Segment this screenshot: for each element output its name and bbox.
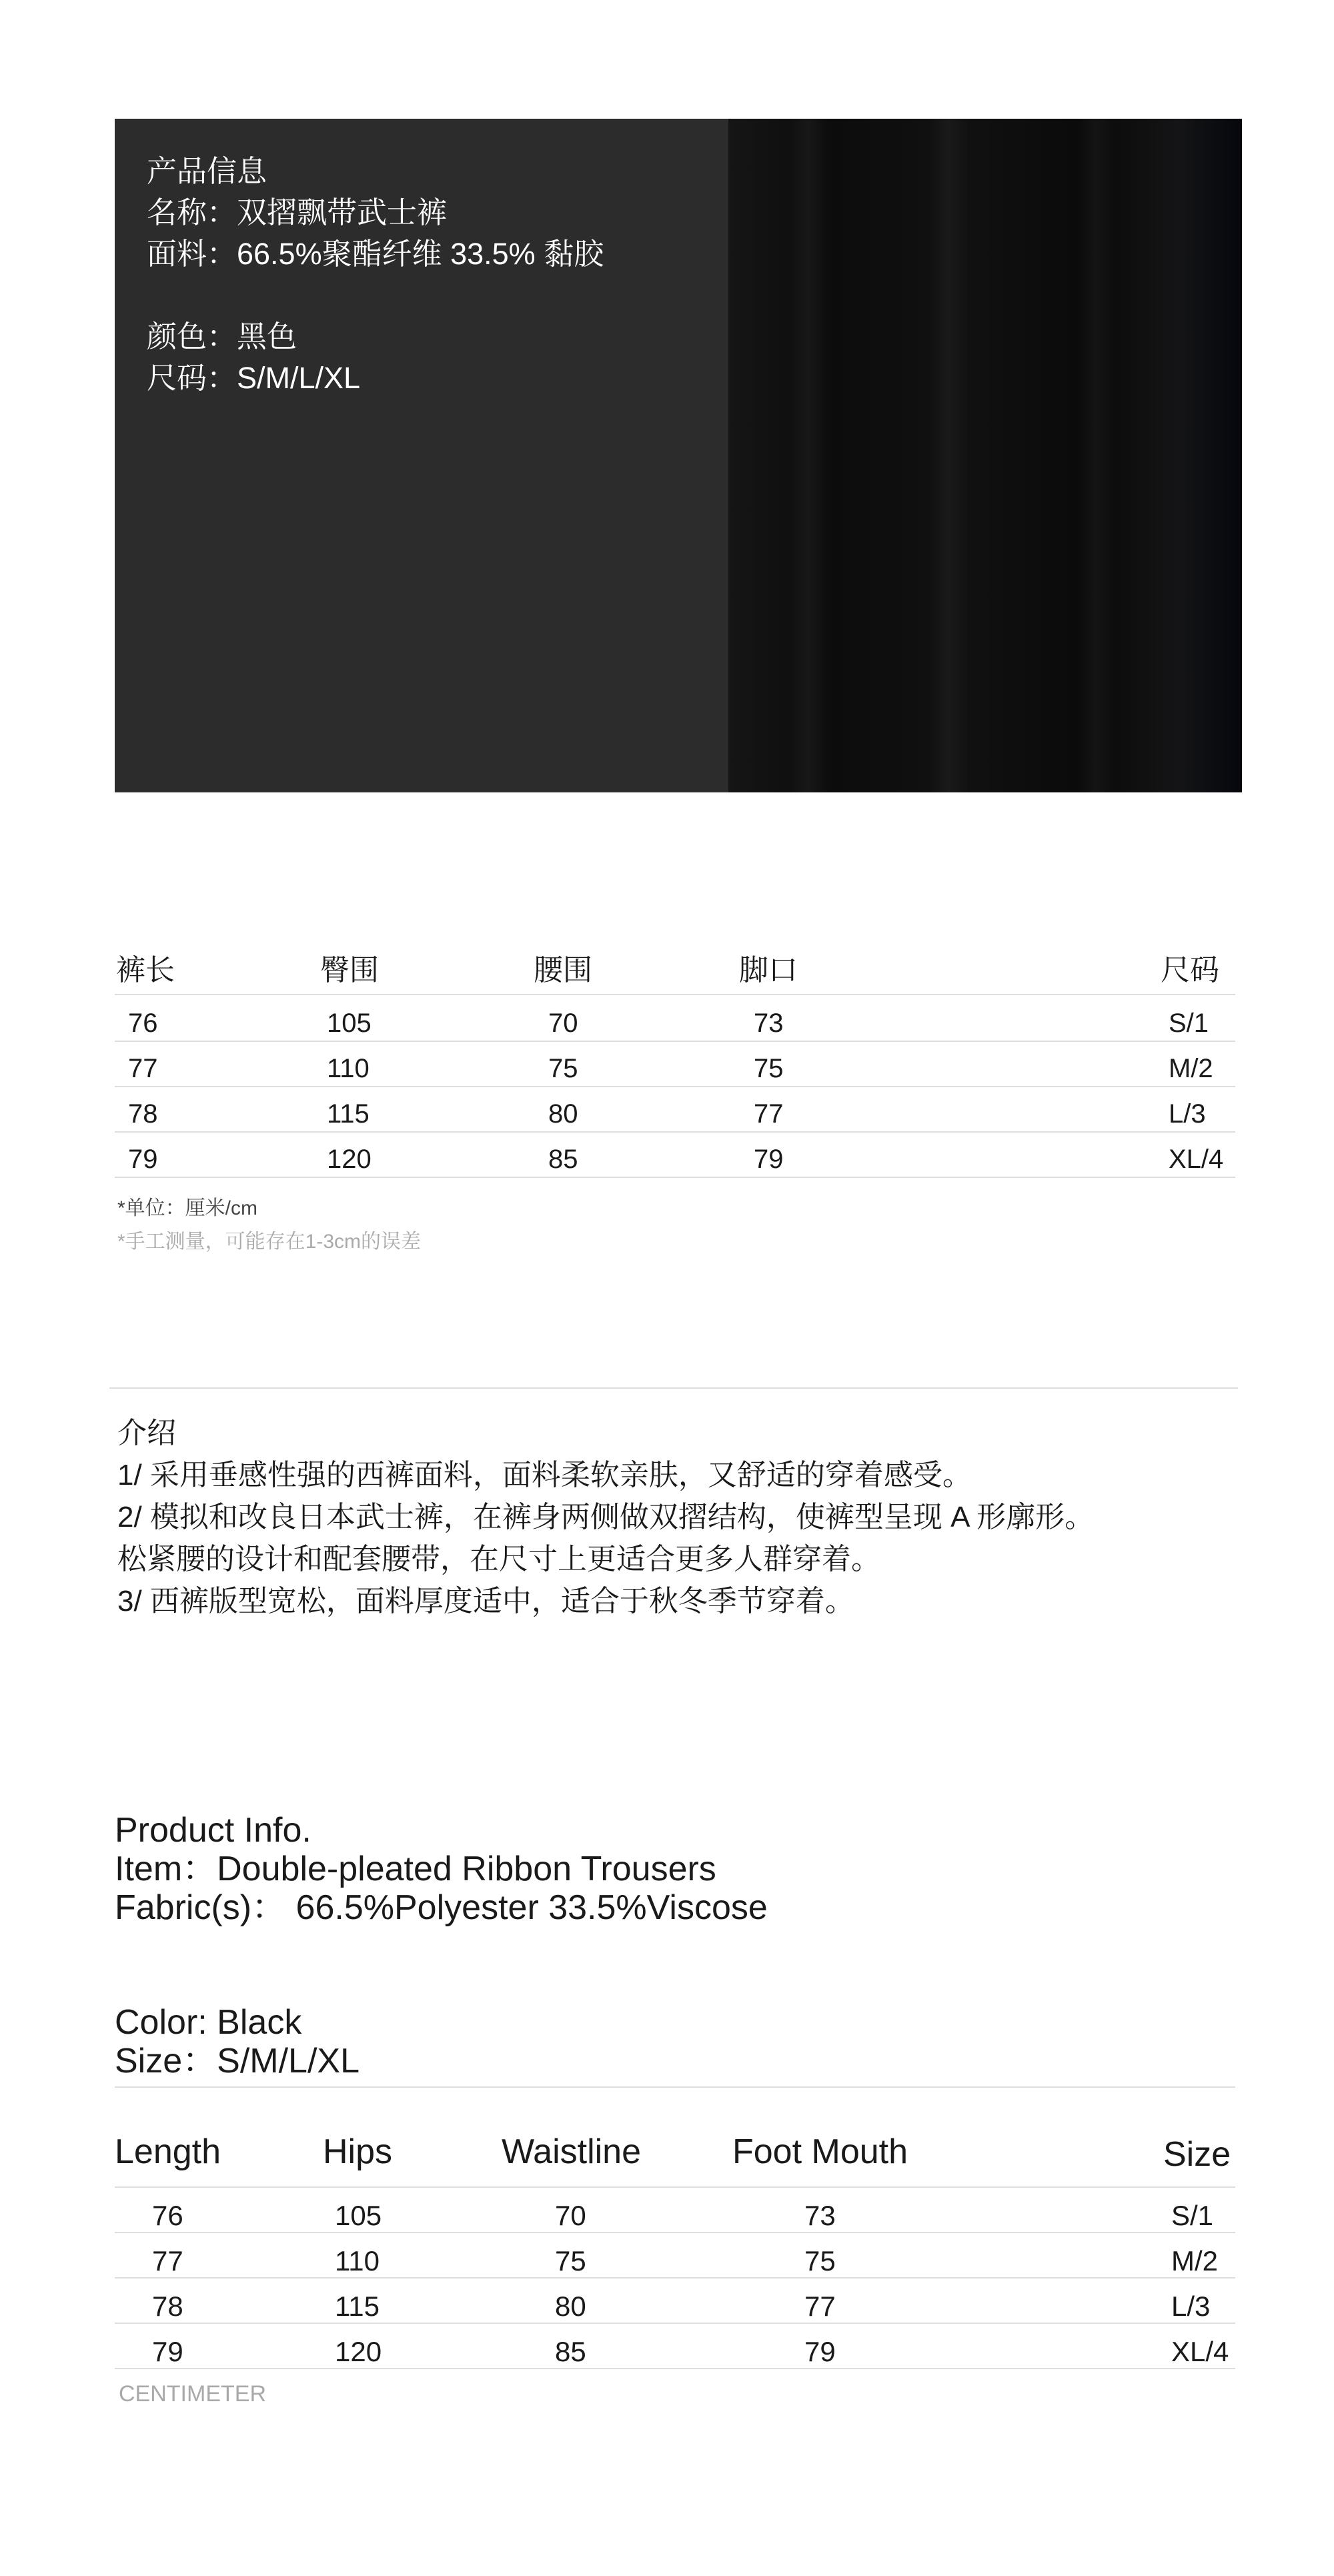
product-color: 颜色：黑色 (147, 319, 297, 354)
en-size: Size：S/M/L/XL (115, 2042, 360, 2080)
cell-foot-mouth: 79 (804, 2336, 836, 2367)
cell-foot-mouth: 77 (804, 2291, 836, 2322)
cell-length: 76 (128, 1009, 158, 1038)
cell-size: S/1 (1169, 1009, 1209, 1038)
row-divider (115, 2323, 1235, 2324)
intro-heading: 介绍 (117, 1417, 176, 1449)
en-item: Item：Double-pleated Ribbon Trousers (115, 1850, 716, 1888)
unit-note: CENTIMETER (119, 2381, 266, 2407)
row-divider (115, 2368, 1235, 2369)
cell-length: 77 (128, 1054, 158, 1083)
header-hips: 臀围 (320, 954, 379, 987)
cell-hips: 105 (327, 1009, 372, 1038)
cell-hips: 115 (335, 2291, 380, 2322)
cell-waist: 85 (548, 1145, 578, 1174)
cell-foot-mouth: 73 (804, 2200, 836, 2231)
unit-note: *单位：厘米/cm (117, 1197, 257, 1219)
en-color: Color: Black (115, 2003, 302, 2042)
cell-hips: 120 (327, 1145, 372, 1174)
cell-waist: 70 (548, 1009, 578, 1038)
cell-waistline: 80 (555, 2291, 586, 2322)
intro-line: 3/ 西裤版型宽松，面料厚度适中，适合于秋冬季节穿着。 (117, 1585, 854, 1618)
cell-waistline: 70 (555, 2200, 586, 2231)
cell-hips: 115 (327, 1099, 370, 1129)
cell-size: L/3 (1171, 2291, 1211, 2322)
cell-hips: 110 (335, 2245, 380, 2277)
cell-size: L/3 (1169, 1099, 1206, 1129)
intro-line: 1/ 采用垂感性强的西裤面料，面料柔软亲肤，又舒适的穿着感受。 (117, 1459, 972, 1491)
measurement-note: *手工测量，可能存在1-3cm的误差 (117, 1231, 422, 1253)
cell-waist: 80 (548, 1099, 578, 1129)
cell-waistline: 75 (555, 2245, 586, 2277)
cell-waistline: 85 (555, 2336, 586, 2367)
header-size: 尺码 (1161, 954, 1219, 987)
row-divider (115, 2277, 1235, 2279)
cell-length: 77 (152, 2245, 183, 2277)
cell-size: S/1 (1171, 2200, 1214, 2231)
product-name: 名称：双摺飘带武士裤 (147, 195, 448, 229)
cell-foot: 79 (754, 1145, 784, 1174)
cell-size: XL/4 (1171, 2336, 1229, 2367)
header-waistline: Waistline (502, 2132, 642, 2171)
cell-size: M/2 (1171, 2245, 1219, 2277)
header-size: Size (1163, 2135, 1231, 2174)
row-divider (115, 2232, 1235, 2233)
cell-hips: 110 (327, 1054, 370, 1083)
header-foot: 脚口 (739, 954, 798, 987)
cell-foot-mouth: 75 (804, 2245, 836, 2277)
cell-foot: 73 (754, 1009, 784, 1038)
en-info-heading: Product Info. (115, 1811, 311, 1850)
cell-waist: 75 (548, 1054, 578, 1083)
cell-length: 78 (128, 1099, 158, 1129)
intro-line: 松紧腰的设计和配套腰带，在尺寸上更适合更多人群穿着。 (117, 1543, 880, 1575)
product-info-heading: 产品信息 (147, 154, 267, 188)
header-hips: Hips (323, 2132, 393, 2171)
header-length: 裤长 (116, 954, 175, 987)
intro-line: 2/ 模拟和改良日本武士裤，在裤身两侧做双摺结构，使裤型呈现 A 形廓形。 (117, 1501, 1095, 1533)
header-length: Length (115, 2132, 221, 2171)
header-foot-mouth: Foot Mouth (732, 2132, 908, 2171)
header-waist: 腰围 (534, 954, 592, 987)
cell-length: 79 (152, 2336, 183, 2367)
cell-length: 79 (128, 1145, 158, 1174)
product-fabric: 面料：66.5%聚酯纤维 33.5% 黏胶 (147, 237, 604, 271)
cell-hips: 105 (335, 2200, 382, 2231)
en-fabric: Fabric(s)： 66.5%Polyester 33.5%Viscose (115, 1888, 768, 1927)
product-size: 尺码：S/M/L/XL (147, 361, 361, 395)
cell-size: XL/4 (1169, 1145, 1224, 1174)
cell-length: 76 (152, 2200, 183, 2231)
cell-length: 78 (152, 2291, 183, 2322)
cell-hips: 120 (335, 2336, 382, 2367)
cell-foot: 75 (754, 1054, 784, 1083)
row-divider (115, 2186, 1235, 2188)
cell-size: M/2 (1169, 1054, 1213, 1083)
cell-foot: 77 (754, 1099, 784, 1129)
